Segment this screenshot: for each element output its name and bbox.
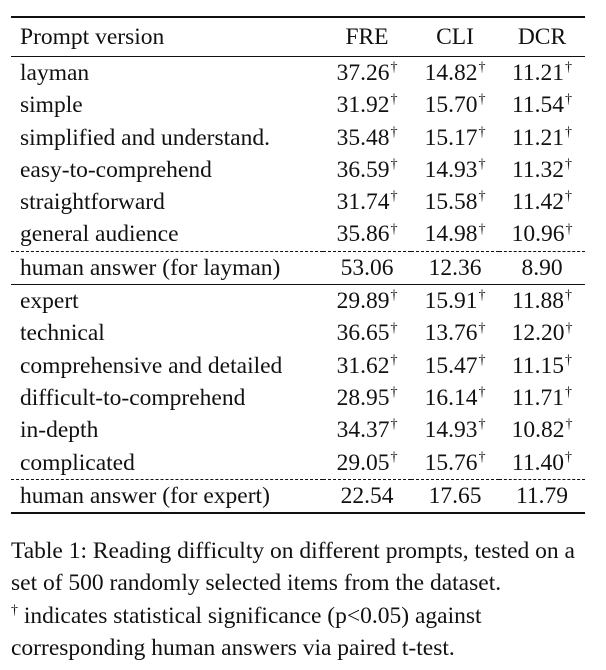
dcr-cell-value: 11.32	[511, 156, 564, 183]
dcr-cell-value: 11.71	[511, 384, 564, 411]
fre-cell-value: 31.74	[336, 189, 390, 216]
cli-cell-value: 14.93	[424, 156, 478, 183]
fre-cell-value: 31.92	[336, 92, 390, 119]
prompt-name-cell-value: simplified and understand.	[20, 124, 270, 151]
cli-cell-value: 13.76	[424, 320, 478, 347]
table-header-row	[11, 17, 585, 57]
significance-dagger: †	[478, 221, 486, 237]
caption-dagger: †	[11, 602, 18, 618]
prompt-name-cell	[11, 122, 323, 154]
fre-cell-value: 31.62	[336, 352, 390, 379]
prompt-name-cell-value: expert	[20, 288, 79, 315]
significance-dagger: †	[565, 60, 572, 76]
significance-dagger: †	[390, 189, 398, 205]
fre-cell	[323, 218, 411, 251]
prompt-name-cell-value: easy-to-comprehend	[20, 156, 212, 183]
human-answer-name-cell	[11, 251, 323, 284]
fre-cell	[323, 89, 411, 121]
prompt-name-cell	[11, 218, 323, 251]
fre-cell-value: 29.89	[336, 288, 390, 315]
fre-cell-value: 29.05	[336, 449, 390, 476]
prompt-name-cell	[11, 57, 323, 90]
prompt-name-cell	[11, 89, 323, 121]
significance-dagger: †	[478, 60, 486, 76]
cli-cell-value: 15.91	[424, 288, 478, 315]
fre-cell	[323, 57, 411, 90]
human-answer-row	[11, 479, 585, 513]
significance-dagger: †	[565, 221, 573, 237]
results-table	[11, 16, 585, 514]
table-row	[11, 122, 585, 154]
dcr-cell-value: 10.82	[511, 417, 565, 444]
table-row	[11, 350, 585, 382]
human-fre-cell	[323, 479, 411, 513]
prompt-name-cell-value: straightforward	[20, 189, 165, 216]
header-prompt-version: Prompt version	[11, 17, 323, 57]
fre-cell	[323, 350, 411, 382]
dcr-cell-value: 11.88	[511, 288, 564, 315]
table-row	[11, 57, 585, 90]
cli-cell	[411, 122, 499, 154]
significance-dagger: †	[478, 92, 486, 108]
fre-cell-value: 37.26	[336, 60, 390, 86]
cli-cell-value: 14.93	[424, 417, 478, 444]
table-row	[11, 89, 585, 121]
prompt-name-cell	[11, 154, 323, 186]
human-answer-name-cell-value: human answer (for expert)	[20, 482, 270, 509]
dcr-cell	[499, 382, 585, 414]
table-row	[11, 154, 585, 186]
cli-cell	[411, 350, 499, 382]
significance-dagger: †	[478, 189, 486, 205]
dcr-cell-value: 11.21	[511, 124, 564, 151]
header-dcr: DCR	[499, 17, 585, 57]
cli-cell	[411, 447, 499, 480]
fre-cell	[323, 414, 411, 446]
human-answer-name-cell-value: human answer (for layman)	[20, 254, 281, 281]
dcr-cell	[499, 57, 585, 90]
table-row	[11, 317, 585, 349]
dcr-cell-value: 11.15	[511, 352, 564, 379]
significance-dagger: †	[565, 417, 573, 433]
dcr-cell-value: 10.96	[511, 221, 565, 248]
dcr-cell-value: 11.21	[511, 60, 564, 86]
significance-dagger: †	[478, 449, 486, 465]
fre-cell-value: 35.86	[336, 221, 390, 248]
human-dcr-cell	[499, 479, 585, 513]
significance-dagger: †	[478, 157, 486, 173]
dcr-cell	[499, 186, 585, 218]
significance-dagger: †	[390, 157, 398, 173]
fre-cell	[323, 382, 411, 414]
prompt-name-cell-value: complicated	[20, 449, 135, 476]
human-fre-cell	[323, 251, 411, 284]
significance-dagger: †	[390, 417, 398, 433]
dcr-cell	[499, 350, 585, 382]
prompt-name-cell	[11, 414, 323, 446]
significance-dagger: †	[478, 417, 486, 433]
fre-cell-value: 28.95	[336, 384, 390, 411]
cli-cell-value: 14.82	[424, 60, 478, 86]
prompt-name-cell-value: comprehensive and detailed	[20, 352, 283, 379]
human-answer-row	[11, 251, 585, 284]
dcr-cell	[499, 414, 585, 446]
dcr-cell-value: 11.40	[511, 449, 564, 476]
significance-dagger: †	[565, 449, 572, 465]
cli-cell-value: 15.70	[424, 92, 478, 119]
prompt-name-cell	[11, 382, 323, 414]
human-dcr-cell	[499, 251, 585, 284]
cli-cell	[411, 186, 499, 218]
dcr-cell-value: 12.20	[511, 320, 565, 347]
dcr-cell	[499, 218, 585, 251]
prompt-name-cell-value: difficult-to-comprehend	[20, 384, 246, 411]
prompt-name-cell-value: technical	[20, 320, 105, 347]
human-dcr-cell-value: 8.90	[521, 254, 563, 281]
prompt-name-cell	[11, 317, 323, 349]
cli-cell-value: 14.98	[424, 221, 478, 248]
header-fre: FRE	[323, 17, 411, 57]
significance-dagger: †	[390, 449, 398, 465]
cli-cell	[411, 154, 499, 186]
human-cli-cell	[411, 479, 499, 513]
fre-cell	[323, 186, 411, 218]
significance-dagger: †	[478, 288, 486, 304]
caption-text-significance: indicates statistical significance (p<0.05) against corresponding human answers via paired t-test.	[11, 602, 482, 662]
fre-cell-value: 34.37	[336, 417, 390, 444]
significance-dagger: †	[565, 320, 573, 336]
significance-dagger: †	[478, 352, 486, 368]
human-cli-cell-value: 17.65	[428, 482, 482, 509]
prompt-name-cell-value: simple	[20, 92, 83, 119]
prompt-name-cell	[11, 350, 323, 382]
prompt-name-cell-value: in-depth	[20, 417, 99, 444]
significance-dagger: †	[390, 124, 398, 140]
fre-cell	[323, 317, 411, 349]
dcr-cell	[499, 317, 585, 349]
cli-cell-value: 15.76	[424, 449, 478, 476]
human-fre-cell-value: 53.06	[340, 254, 394, 281]
table-row	[11, 218, 585, 251]
prompt-name-cell	[11, 447, 323, 480]
table-row	[11, 447, 585, 480]
table-body	[11, 57, 585, 514]
cli-cell	[411, 317, 499, 349]
significance-dagger: †	[565, 92, 572, 108]
fre-cell	[323, 122, 411, 154]
table-row	[11, 382, 585, 414]
caption-text-main: Table 1: Reading difficulty on different prompts, tested on a set of 500 randomly selected items from the dataset.	[11, 538, 575, 597]
prompt-name-cell	[11, 285, 323, 318]
cli-cell	[411, 89, 499, 121]
significance-dagger: †	[565, 157, 572, 173]
cli-cell	[411, 218, 499, 251]
significance-dagger: †	[478, 385, 486, 401]
significance-dagger: †	[565, 385, 572, 401]
prompt-name-cell	[11, 186, 323, 218]
cli-cell-value: 15.47	[424, 352, 478, 379]
significance-dagger: †	[390, 60, 398, 76]
fre-cell-value: 36.59	[336, 156, 390, 183]
significance-dagger: †	[390, 352, 398, 368]
human-cli-cell	[411, 251, 499, 284]
cli-cell-value: 15.58	[424, 189, 478, 216]
cli-cell	[411, 382, 499, 414]
significance-dagger: †	[565, 352, 572, 368]
dcr-cell	[499, 285, 585, 318]
table-caption	[11, 535, 597, 665]
significance-dagger: †	[565, 288, 572, 304]
prompt-name-cell-value: layman	[20, 60, 90, 86]
fre-cell-value: 36.65	[336, 320, 390, 347]
fre-cell	[323, 154, 411, 186]
dcr-cell	[499, 447, 585, 480]
dcr-cell-value: 11.42	[511, 189, 564, 216]
human-dcr-cell-value: 11.79	[515, 482, 568, 509]
cli-cell	[411, 414, 499, 446]
human-fre-cell-value: 22.54	[340, 482, 394, 509]
cli-cell	[411, 285, 499, 318]
prompt-name-cell-value: general audience	[20, 221, 179, 248]
table-row	[11, 285, 585, 318]
significance-dagger: †	[390, 92, 398, 108]
fre-cell	[323, 285, 411, 318]
human-cli-cell-value: 12.36	[428, 254, 482, 281]
significance-dagger: †	[565, 189, 572, 205]
human-answer-name-cell	[11, 479, 323, 513]
header-cli: CLI	[411, 17, 499, 57]
table-row	[11, 186, 585, 218]
dcr-cell-value: 11.54	[511, 92, 564, 119]
significance-dagger: †	[390, 385, 398, 401]
fre-cell	[323, 447, 411, 480]
significance-dagger: †	[565, 124, 572, 140]
cli-cell-value: 15.17	[424, 124, 478, 151]
significance-dagger: †	[390, 288, 398, 304]
significance-dagger: †	[390, 221, 398, 237]
cli-cell	[411, 57, 499, 90]
cli-cell-value: 16.14	[424, 384, 478, 411]
dcr-cell	[499, 89, 585, 121]
dcr-cell	[499, 154, 585, 186]
significance-dagger: †	[390, 320, 398, 336]
table-row	[11, 414, 585, 446]
significance-dagger: †	[478, 124, 486, 140]
significance-dagger: †	[478, 320, 486, 336]
dcr-cell	[499, 122, 585, 154]
fre-cell-value: 35.48	[336, 124, 390, 151]
